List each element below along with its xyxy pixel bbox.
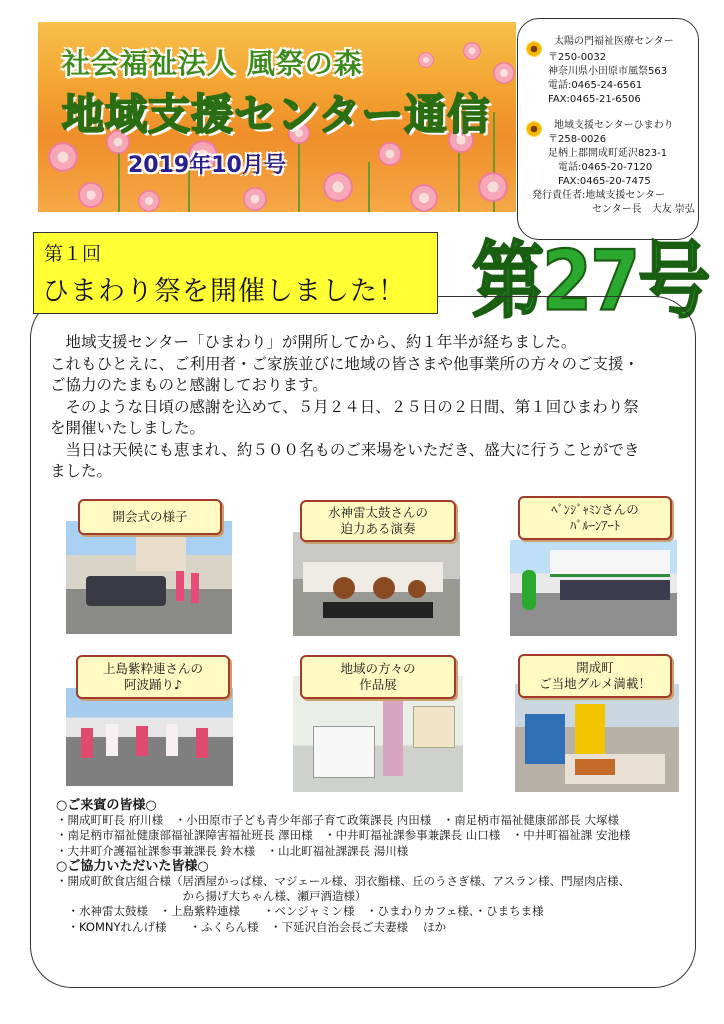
intro-line: これもひとえに、ご利用者・ご家族並びに地域の皆さまや他事業所の方々のご支援・ bbox=[50, 354, 640, 373]
intro-line: 地域支援センター「ひまわり」が開所してから、約１年半が経ちました。 bbox=[50, 333, 577, 351]
caption-art-exhibition: 地域の方々の 作品展 bbox=[300, 655, 456, 699]
article-intro bbox=[50, 332, 690, 483]
sunflower-icon bbox=[526, 41, 542, 57]
photo-local-gourmet bbox=[515, 684, 679, 792]
center2-name: 地域支援センターひまわり bbox=[554, 120, 674, 131]
issue-number: 第27号 bbox=[472, 232, 709, 329]
guests-heading: ○ご来賓の皆様○ bbox=[56, 798, 157, 813]
caption-local-gourmet: 開成町 ご当地グルメ満載！ bbox=[518, 654, 672, 698]
caption-taiko-performance: 水神雷太鼓さんの 迫力ある演奏 bbox=[300, 500, 456, 542]
center1-name: 太陽の門福祉医療センター bbox=[554, 36, 674, 47]
publisher: 発行責任者:地域支援センター bbox=[532, 190, 665, 201]
intro-line: 当日は天候にも恵まれ、約５００名ものご来場をいただき、盛大に行うことができ bbox=[50, 440, 640, 459]
photo-opening-ceremony bbox=[66, 521, 232, 634]
guest-list bbox=[56, 798, 630, 935]
center2-address: 足柄上郡開成町延沢823-1 bbox=[548, 148, 668, 159]
cooperation-line: ・水神雷太鼓様 ・上島紫粋連様 ・ベンジャミン様 ・ひまわりカフェ様、・ひまちま様 bbox=[56, 904, 544, 919]
organization-name: 社会福祉法人 風祭の森 bbox=[62, 47, 363, 80]
cooperation-line: ・開成町飲食店組合様（居酒屋かっぱ様、マジェール様、羽衣鮨様、丘のうさぎ様、アスラン様、門屋肉店様、 bbox=[56, 874, 631, 889]
cooperation-line: から揚げ大ちゃん様、瀬戸酒造様） bbox=[56, 889, 367, 904]
headline-line1: 第１回 bbox=[44, 243, 102, 265]
cooperation-heading: ○ご協力いただいた皆様○ bbox=[56, 858, 209, 874]
headline-line2: ひまわり祭を開催しました！ bbox=[42, 276, 406, 307]
caption-opening-ceremony: 開会式の様子 bbox=[78, 499, 222, 535]
intro-line: ご協力のたまものと感謝しております。 bbox=[50, 376, 328, 394]
publisher-name: センター長 大友 崇弘 bbox=[592, 204, 695, 215]
intro-line: を開催いたしました。 bbox=[50, 419, 206, 437]
center1-address: 神奈川県小田原市風祭563 bbox=[548, 66, 668, 77]
guest-line: ・開成町町長 府川様 ・小田原市子ども青少年部子育て政策課長 内田様 ・南足柄市福祉健康部部長 大塚様 bbox=[56, 813, 619, 828]
guest-line: ・大井町介護福祉課参事兼課長 鈴木様 ・山北町福祉課課長 湯川様 bbox=[56, 843, 409, 858]
center1-tel: 電話:0465-24-6561 bbox=[548, 80, 643, 91]
photo-balloon-art bbox=[510, 540, 677, 636]
intro-line: そのような日頃の感謝を込めて、５月２４日、２５日の２日間、第１回ひまわり祭 bbox=[50, 397, 639, 416]
headline-box bbox=[33, 232, 438, 314]
issue-month: 2019年10月号 bbox=[128, 153, 286, 178]
center2-zip: 〒258-0026 bbox=[548, 134, 607, 145]
guest-line: ・南足柄市福祉健康部福祉課障害福祉班長 澤田様 ・中井町福祉課参事兼課長 山口様 ・中井町福祉課 安池様 bbox=[56, 828, 631, 843]
newsletter-title: 地域支援センター通信 bbox=[62, 90, 491, 139]
caption-awa-odori: 上島紫粋連さんの 阿波踊り♪ bbox=[76, 655, 230, 699]
center1-zip: 〒250-0032 bbox=[548, 52, 607, 63]
photo-awa-odori bbox=[66, 688, 233, 786]
photo-taiko-performance bbox=[293, 532, 460, 636]
center2-fax: FAX:0465-20-7475 bbox=[558, 176, 651, 187]
sunflower-icon bbox=[526, 121, 542, 137]
caption-balloon-art: ﾍﾞﾝｼﾞｬﾐﾝさんの ﾊﾞﾙｰﾝｱｰﾄ bbox=[518, 496, 672, 540]
center1-fax: FAX:0465-21-6506 bbox=[548, 94, 641, 105]
center2-tel: 電話:0465-20-7120 bbox=[558, 162, 653, 173]
intro-line: ました。 bbox=[50, 462, 113, 480]
contact-box bbox=[517, 18, 699, 240]
cooperation-line: ・KOMNYれんげ様 ・ふくらん様 ・下延沢自治会長ご夫妻様 ほか bbox=[56, 919, 447, 934]
